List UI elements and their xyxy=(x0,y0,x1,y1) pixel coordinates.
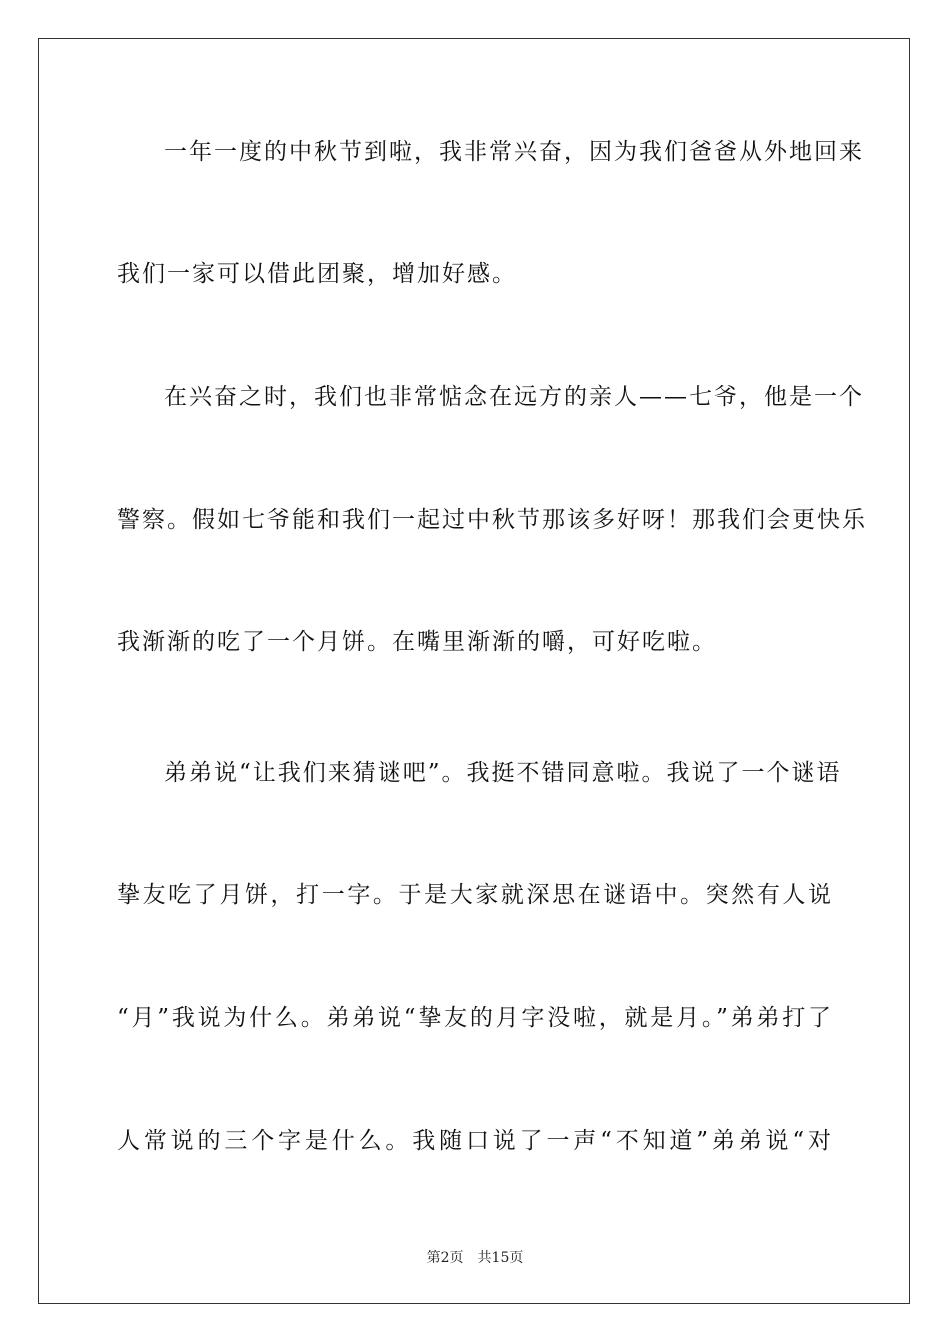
text-line-7: 挚友吃了月饼，打一字。于是大家就深思在谜语中。突然有人说 xyxy=(117,882,833,908)
text-line-6: 弟弟说“让我们来猜谜吧”。我挺不错同意啦。我说了一个谜语 xyxy=(164,760,842,786)
page-number: 第2页 xyxy=(426,1250,464,1266)
text-line-8: “月”我说为什么。弟弟说“挚友的月字没啦，就是月。”弟弟打了 xyxy=(117,1005,833,1031)
text-line-3: 在兴奋之时，我们也非常惦念在远方的亲人——七爷，他是一个 xyxy=(164,384,864,410)
page-footer xyxy=(0,1247,950,1267)
page-border xyxy=(38,38,910,1304)
text-line-2: 我们一家可以借此团聚，增加好感。 xyxy=(117,261,517,287)
page-total: 共15页 xyxy=(477,1250,524,1266)
text-line-1: 一年一度的中秋节到啦，我非常兴奋，因为我们爸爸从外地回来 xyxy=(164,139,864,165)
text-line-4: 警察。假如七爷能和我们一起过中秋节那该多好呀！那我们会更快乐 xyxy=(117,507,867,533)
text-line-5: 我渐渐的吃了一个月饼。在嘴里渐渐的嚼，可好吃啦。 xyxy=(117,629,717,655)
text-line-9: 人常说的三个字是什么。我随口说了一声“不知道”弟弟说“对 xyxy=(117,1128,833,1154)
